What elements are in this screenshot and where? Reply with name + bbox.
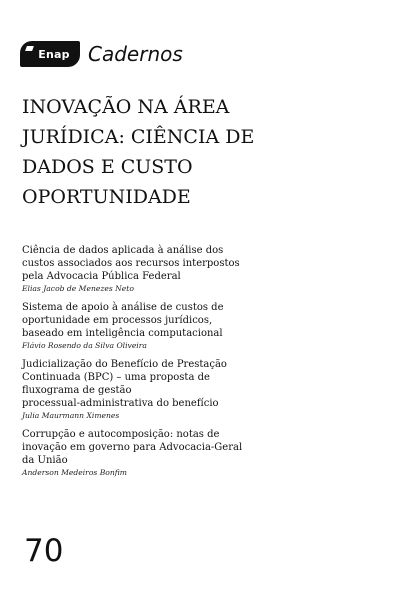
article-author: Flávio Rosendo da Silva Oliveira <box>22 341 147 350</box>
main-title-line: JURÍDICA: CIÊNCIA DE <box>22 126 255 148</box>
logo-mark-icon <box>25 46 34 51</box>
article-title <box>22 358 272 410</box>
article-entry <box>22 244 272 294</box>
article-title-line: Continuada (BPC) – uma proposta de <box>22 372 210 383</box>
article-title-line: processual-administrativa do benefício <box>22 398 219 409</box>
article-entry <box>22 358 272 421</box>
main-title-line: DADOS E CUSTO <box>22 156 193 178</box>
article-author: Elias Jacob de Menezes Neto <box>22 284 134 293</box>
article-title-line: inovação em governo para Advocacia-Geral <box>22 442 243 453</box>
article-title-line: custos associados aos recursos interpostos <box>22 258 240 269</box>
article-title-line: baseado em inteligência computacional <box>22 328 223 339</box>
article-entry <box>22 301 272 351</box>
article-title-line: pela Advocacia Pública Federal <box>22 271 181 282</box>
enap-logo <box>20 41 80 67</box>
article-title-line: fluxograma de gestão <box>22 385 132 396</box>
article-author: Julia Maurmann Ximenes <box>22 411 120 420</box>
article-title <box>22 244 272 283</box>
main-title-line: OPORTUNIDADE <box>22 186 191 208</box>
main-title <box>22 92 322 212</box>
article-title-line: Sistema de apoio à análise de custos de <box>22 302 224 313</box>
article-title-line: Judicialização do Benefício de Prestação <box>22 359 227 370</box>
main-title-line: INOVAÇÃO NA ÁREA <box>22 96 230 118</box>
article-title-line: da União <box>22 455 68 466</box>
article-author: Anderson Medeiros Bonfim <box>22 468 128 477</box>
article-title <box>22 301 272 340</box>
article-title-line: Ciência de dados aplicada à análise dos <box>22 245 224 256</box>
series-name: Cadernos <box>88 42 183 66</box>
logo-text: Enap <box>38 47 70 61</box>
article-title-line: Corrupção e autocomposição: notas de <box>22 429 220 440</box>
article-title <box>22 428 272 467</box>
article-title-line: oportunidade em processos jurídicos, <box>22 315 213 326</box>
header <box>20 40 183 68</box>
article-entry <box>22 428 272 478</box>
table-of-contents <box>22 244 272 485</box>
issue-number: 70 <box>24 533 64 569</box>
